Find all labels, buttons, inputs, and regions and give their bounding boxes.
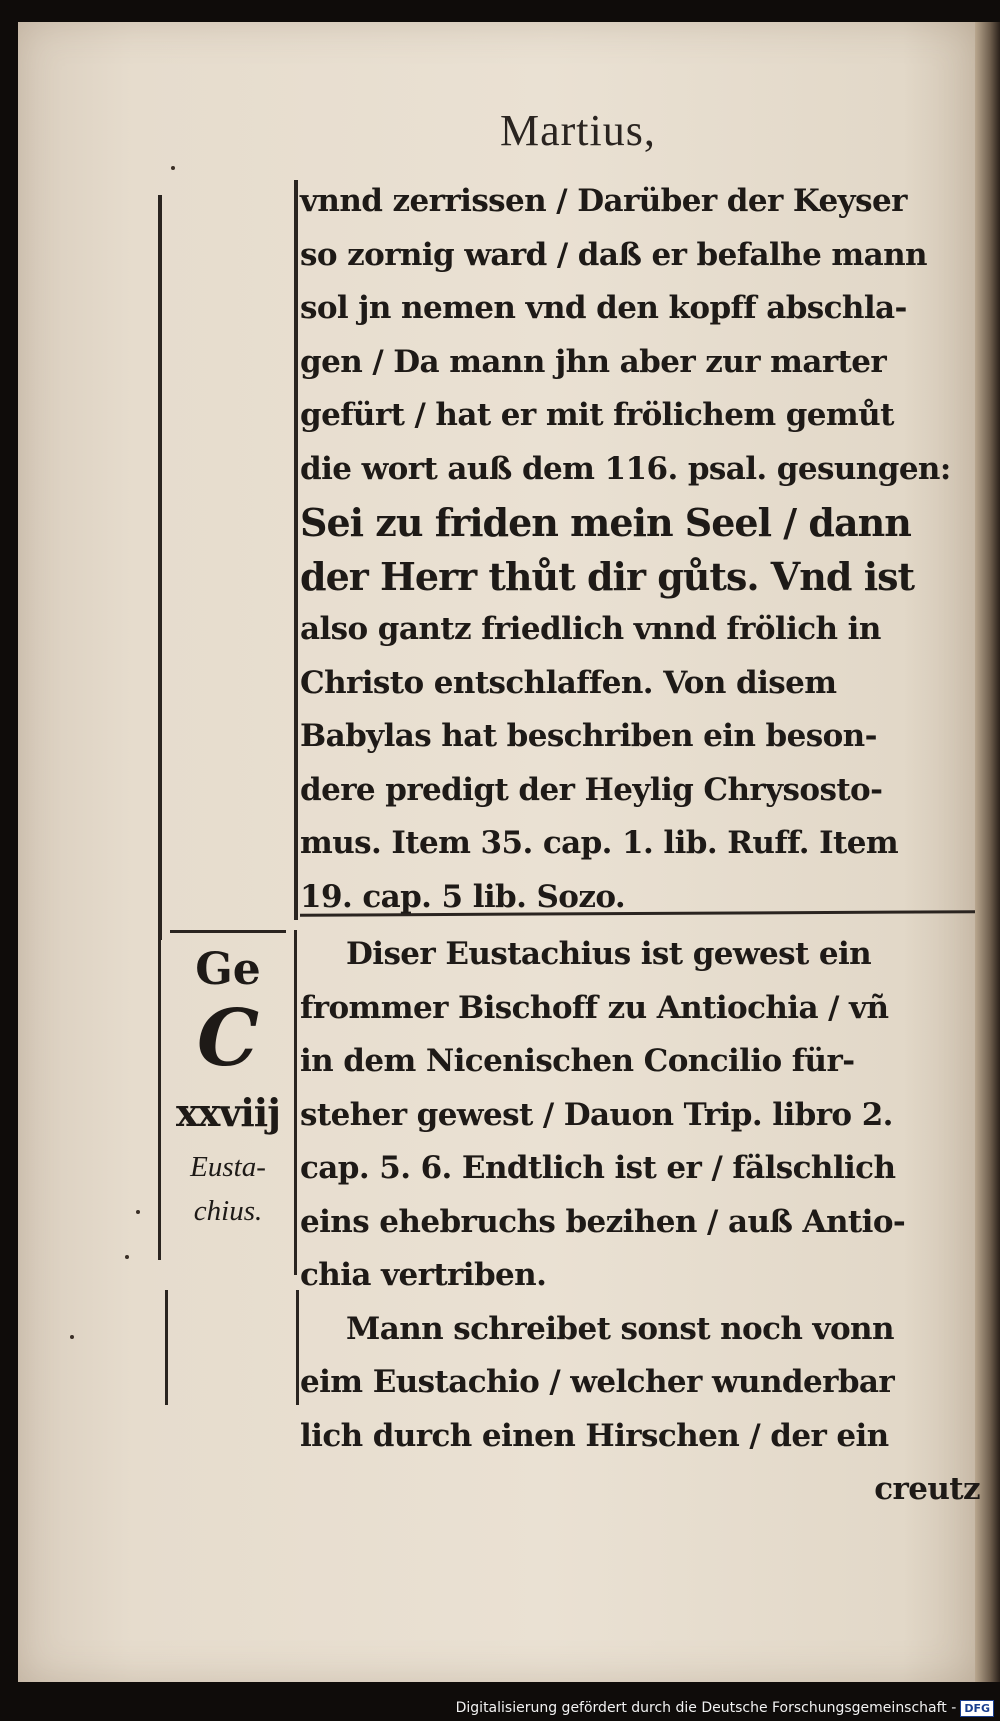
text-line: vnnd zerrissen / Darüber der Keyser	[300, 183, 907, 219]
margin-rule-inner-lower	[294, 930, 297, 1275]
text-line: eins ehebruchs bezihen / auß Antio-	[300, 1203, 906, 1240]
text-line: Babylas hat beschriben ein beson-	[300, 718, 877, 754]
margin-rule-inner	[294, 180, 298, 920]
text-line: cap. 5. 6. Endtlich ist er / fälschlich	[300, 1150, 896, 1186]
text-line: 19. cap. 5 lib. Sozo.	[300, 878, 626, 915]
margin-divider	[170, 930, 286, 933]
text-line: gen / Da mann jhn aber zur marter	[300, 343, 887, 380]
text-line: so zornig ward / daß er befalhe mann	[300, 236, 927, 273]
margin-name-line1: Eusta-	[190, 1151, 266, 1183]
text-line-large: der Herr thůt dir gůts. Vnd ist	[300, 553, 915, 599]
text-line: steher gewest / Dauon Trip. libro 2.	[300, 1096, 893, 1133]
margin-note-name	[168, 1145, 288, 1233]
margin-rule-bottom-stub-2	[296, 1290, 299, 1405]
text-line: in dem Nicenischen Concilio für-	[300, 1043, 855, 1079]
ink-speck	[171, 166, 175, 170]
margin-rule-outer-lower	[158, 930, 161, 1260]
text-line-large: Sei zu friden mein Seel / dann	[300, 500, 911, 545]
text-line: also gantz friedlich vnnd frölich in	[300, 611, 881, 647]
lower-paragraph	[300, 928, 980, 1517]
text-line: eim Eustachio / welcher wunderbar	[300, 1364, 895, 1400]
upper-paragraph	[300, 175, 980, 924]
text-line: lich durch einen Hirschen / der ein	[300, 1417, 889, 1454]
text-line: gefürt / hat er mit frölichem gemůt	[300, 397, 894, 433]
text-line: frommer Bischoff zu Antiochia / vñ	[300, 989, 889, 1026]
text-line: Mann schreibet sonst noch vonn	[346, 1310, 894, 1347]
text-line: dere predigt der Heylig Chrysosto-	[300, 771, 883, 808]
margin-rule-bottom-stub	[165, 1290, 168, 1405]
running-head: Martius,	[500, 106, 656, 155]
catchword: creutz	[874, 1471, 980, 1507]
margin-note-ge: Ge	[195, 944, 261, 995]
dfg-logo: DFG	[960, 1700, 994, 1717]
text-line: chia vertriben.	[300, 1257, 547, 1293]
text-line: mus. Item 35. cap. 1. lib. Ruff. Item	[300, 825, 899, 861]
margin-name-line2: chius.	[193, 1195, 263, 1227]
footer-text: Digitalisierung gefördert durch die Deutsche Forschungsgemeinschaft -	[455, 1700, 957, 1716]
digitization-footer	[0, 1696, 994, 1721]
text-line: sol jn nemen vnd den kopff abschla-	[300, 290, 907, 326]
margin-note-letter: C	[196, 993, 260, 1084]
text-line: die wort auß dem 116. psal. gesungen:	[300, 450, 951, 487]
text-line: Diser Eustachius ist gewest ein	[346, 936, 872, 972]
ink-speck	[125, 1255, 129, 1259]
ink-speck	[136, 1210, 140, 1214]
margin-rule-outer	[158, 195, 162, 940]
margin-note-number: xxviij	[175, 1090, 280, 1135]
text-line: Christo entschlaffen. Von disem	[300, 664, 837, 701]
ink-speck	[70, 1335, 74, 1339]
